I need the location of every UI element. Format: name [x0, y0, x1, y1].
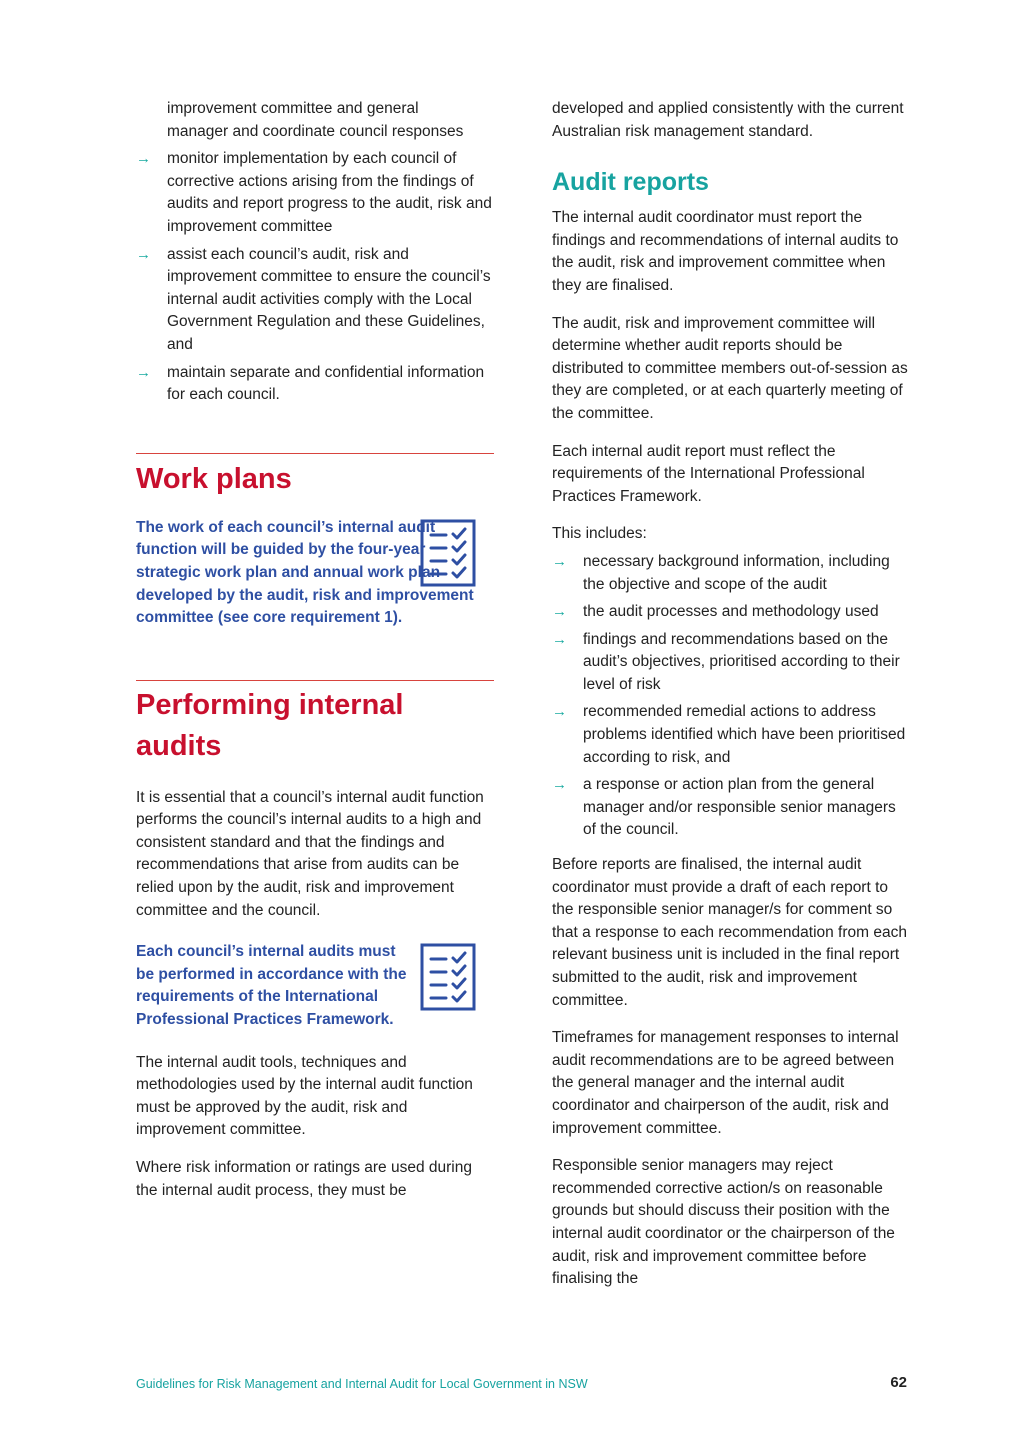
- performing-paragraph-1: It is essential that a council’s internal audit function performs the council’s internal audits to a high and consistent standard and that the findings and recommendations that arise from audits can be relied upon by the audit, risk and improvement committee and the council.: [136, 788, 484, 919]
- arrow-right-icon: →: [552, 603, 567, 621]
- work-plans-heading: Work plans: [136, 462, 292, 495]
- work-plans-requirement-text: The work of each council’s internal audit function will be guided by the four-year strategic work plan and annual work plan developed by the audit, risk and improvement committee (see core requirement 1).: [136, 518, 474, 627]
- left-column: [136, 98, 494, 1217]
- continuation-line-2: manager and coordinate council responses: [167, 122, 464, 140]
- audit-reports-paragraph-6: Responsible senior managers may reject recommended corrective action/s on reasonable grounds but should discuss their position with the internal audit coordinator or the chairperson of the audit, risk and improvement committee before finalising the: [552, 1157, 895, 1288]
- list-item-text: necessary background information, including the objective and scope of the audit: [583, 552, 890, 593]
- list-item: [136, 148, 494, 238]
- performing-audits-heading: [136, 685, 494, 767]
- audit-reports-paragraph-4: Before reports are finalised, the internal audit coordinator must provide a draft of each report to the responsible senior manager/s for comment so that a response to each recommendation from each relevant business unit is included in the final report submitted to the audit, risk and improvement committee.: [552, 856, 907, 1009]
- footer-document-title: Guidelines for Risk Management and Internal Audit for Local Government in NSW: [136, 1377, 588, 1391]
- list-item-continuation: [136, 98, 494, 143]
- list-item-text: assist each council’s audit, risk and improvement committee to ensure the council’s internal audit activities comply with the Local Government Regulation and these Guidelines, and: [167, 245, 491, 353]
- arrow-right-icon: →: [552, 630, 567, 648]
- list-item-text: recommended remedial actions to address problems identified which have been prioritised according to risk, and: [583, 703, 906, 766]
- continuation-line-1: improvement committee and general: [167, 100, 419, 117]
- section-divider: [136, 453, 494, 454]
- core-requirement-box: [136, 517, 494, 630]
- arrow-right-icon: →: [136, 363, 151, 381]
- intro-bullet-list: [136, 148, 494, 407]
- checklist-icon: [420, 519, 476, 587]
- arrow-right-icon: →: [552, 552, 567, 570]
- list-item: [136, 244, 494, 357]
- audit-reports-paragraph-1: The internal audit coordinator must report the findings and recommendations of internal audits to the audit, risk and improvement committee when they are finalised.: [552, 209, 899, 294]
- core-requirement-box: [136, 941, 494, 1031]
- performing-paragraph-2: The internal audit tools, techniques and methodologies used by the internal audit function must be approved by the audit, risk and improvement committee.: [136, 1053, 473, 1139]
- audit-reports-paragraph-5: Timeframes for management responses to internal audit recommendations are to be agreed between the general manager and the internal audit coordinator and chairperson of the audit, risk and improvement committee.: [552, 1029, 899, 1137]
- list-item-text: a response or action plan from the general manager and/or responsible senior managers of the council.: [583, 776, 896, 839]
- arrow-right-icon: →: [552, 703, 567, 721]
- arrow-right-icon: →: [136, 150, 151, 168]
- audit-reports-paragraph-3: Each internal audit report must reflect the requirements of the International Professional Practices Framework.: [552, 442, 865, 505]
- list-item-text: findings and recommendations based on the audit’s objectives, prioritised according to their level of risk: [583, 630, 900, 693]
- page-number: 62: [890, 1374, 907, 1391]
- list-item: [552, 701, 912, 769]
- heading-line-2: audits: [136, 729, 222, 762]
- checklist-icon: [420, 943, 476, 1011]
- section-divider: [136, 680, 494, 681]
- continuation-paragraph: developed and applied consistently with the current Australian risk management standard.: [552, 100, 904, 140]
- performing-requirement-text: Each council’s internal audits must be performed in accordance with the requirements of the International Professional Practices Framework.: [136, 943, 407, 1029]
- right-column: [552, 98, 912, 1306]
- report-contents-list: [552, 551, 912, 842]
- includes-label: This includes:: [552, 525, 647, 543]
- arrow-right-icon: →: [136, 245, 151, 263]
- list-item: [552, 551, 912, 596]
- arrow-right-icon: →: [552, 776, 567, 794]
- list-item-text: monitor implementation by each council of corrective actions arising from the findings of audits and report progress to the audit, risk and improvement committee: [167, 150, 492, 235]
- list-item: [552, 774, 912, 842]
- heading-line-1: Performing internal: [136, 688, 404, 721]
- list-item: [136, 362, 494, 407]
- list-item-text: the audit processes and methodology used: [583, 603, 879, 621]
- list-item-text: maintain separate and confidential information for each council.: [167, 363, 485, 404]
- audit-reports-paragraph-2: The audit, risk and improvement committee will determine whether audit reports should be distributed to committee members out-of-session as they are completed, or at each quarterly meeting of the committee.: [552, 314, 908, 422]
- performing-paragraph-3: Where risk information or ratings are used during the internal audit process, they must be: [136, 1159, 472, 1199]
- audit-reports-heading: Audit reports: [552, 168, 709, 197]
- list-item: [552, 629, 912, 697]
- list-item: [552, 601, 912, 624]
